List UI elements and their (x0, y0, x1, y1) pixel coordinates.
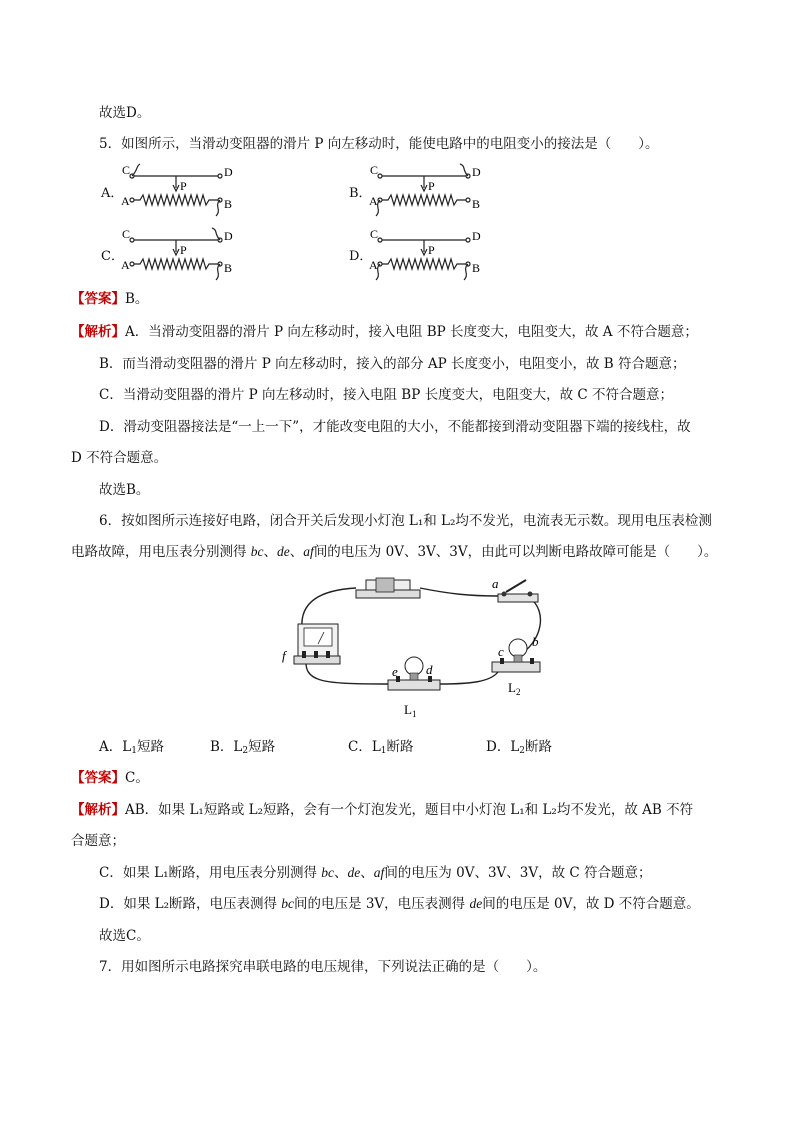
stem-text: 间的电压为 0V、3V、3V，由此可以判断电路故障可能是（ ）。 (313, 544, 718, 560)
analysis-text: C．如果 L₁断路，用电压表分别测得 (99, 865, 322, 881)
analysis-text: AB．如果 L₁短路或 L₂短路，会有一个灯泡发光，题目中小灯泡 L₁和 L₂均不发光，故 AB 不符 (125, 802, 694, 818)
terminal-b-label: B (224, 197, 233, 211)
option-letter: B．L (210, 739, 243, 755)
terminal-c-label: C (122, 227, 131, 241)
q5-analysis-line-4: D．滑动变阻器接法是“一上一下”，才能改变电阻的大小，不能都接到滑动变阻器下端的接线柱，故 (99, 419, 691, 435)
rheostat-diagram-c (118, 224, 238, 286)
option-subscript: 2 (242, 746, 249, 756)
option-subscript: 1 (380, 746, 387, 756)
q6-analysis-line-1 (71, 801, 693, 819)
option-text: 短路 (136, 739, 164, 755)
q5-option-b-label: B． (349, 186, 372, 201)
analysis-text: A．当滑动变阻器的滑片 P 向左移动时，接入电阻 BP 长度变大，电阻变大，故 A 不符合题意； (125, 324, 698, 340)
option-text: 断路 (386, 739, 414, 755)
bulb-l1-label (404, 702, 416, 719)
l2-subscript: 2 (515, 687, 521, 697)
var-bc: bc (250, 544, 264, 559)
q6-analysis-line-2: 合题意； (71, 833, 125, 849)
terminal-d-label: D (224, 165, 233, 179)
rheostat-diagram-b (366, 160, 486, 222)
q5-option-a-label: A． (101, 186, 124, 201)
rheostat-diagram-a (118, 160, 238, 222)
terminal-c-label: C (370, 163, 379, 177)
terminal-c-label: C (122, 163, 131, 177)
q5-analysis-line-3: C．当滑动变阻器的滑片 P 向左移动时，接入电阻 BP 长度变大，电阻变大，故 C 不符合题意； (99, 387, 673, 403)
analysis-text: 间的电压为 0V、3V、3V，故 C 符合题意； (384, 865, 652, 881)
q6-analysis-line-4 (99, 895, 700, 913)
q6-option-d (486, 738, 552, 760)
voltmeter-icon (294, 624, 340, 664)
q6-analysis-line-3: C．如果 L₁断路，用电压表分别测得 bc、de、af间的电压为 0V、3V、3V，故 C 符合题意； (99, 865, 652, 881)
q5-option-d-label: D． (349, 249, 373, 264)
analysis-tag: 【解析】 (71, 802, 125, 818)
q4-conclusion: 故选D。 (99, 105, 151, 121)
point-d-label: d (426, 662, 433, 677)
analysis-tag: 【解析】 (71, 324, 125, 340)
slider-p-label: P (180, 243, 187, 257)
var-af: af (303, 544, 314, 559)
analysis-text: D．如果 L₂断路，电压表测得 (99, 896, 282, 912)
q5-option-c-label: C． (101, 249, 124, 264)
q5-analysis-line-5: D 不符合题意。 (71, 450, 168, 466)
q5-conclusion: 故选B。 (99, 482, 150, 498)
q5-analysis-line-2: B．而当滑动变阻器的滑片 P 向左移动时，接入的部分 AP 长度变小，电阻变小，故 B 符合题意； (99, 356, 686, 372)
q7-stem: 7．用如图所示电路探究串联电路的电压规律，下列说法正确的是（ ）。 (99, 959, 547, 975)
q5-answer (71, 290, 148, 308)
stem-text: 电路故障，用电压表分别测得 (71, 544, 251, 560)
l2-letter: L (508, 680, 516, 695)
point-b-label: b (532, 634, 539, 649)
option-text: 断路 (525, 739, 553, 755)
option-text: 短路 (248, 739, 276, 755)
q5-analysis-line-1 (71, 323, 698, 341)
q6-answer (71, 769, 149, 787)
analysis-text: 间的电压是 3V，电压表测得 (294, 896, 470, 912)
terminal-a-label: A (369, 258, 378, 272)
battery-holder (356, 578, 420, 598)
bulb-l2-label (508, 680, 520, 697)
slider-p-label: P (428, 243, 435, 257)
option-letter: D．L (486, 739, 520, 755)
q6-conclusion: 故选C。 (99, 928, 150, 944)
option-subscript: 1 (131, 746, 137, 756)
var-de: de (277, 544, 290, 559)
point-f-label: f (282, 648, 286, 663)
q6-stem-line-2: 电路故障，用电压表分别测得 bc、de、af间的电压为 0V、3V、3V，由此可以判断电路故障可能是（ ）。 (71, 544, 718, 560)
var-de: de (469, 896, 483, 911)
rheostat-diagram-d (366, 224, 486, 286)
q6-option-c (348, 738, 414, 760)
option-letter: A．L (99, 739, 132, 755)
point-a-label: a (492, 576, 499, 591)
l1-letter: L (404, 702, 412, 717)
terminal-d-label: D (472, 165, 481, 179)
option-subscript: 2 (519, 746, 526, 756)
terminal-d-label: D (472, 229, 481, 243)
terminal-c-label: C (370, 227, 379, 241)
terminal-a-label: A (121, 258, 130, 272)
terminal-d-label: D (224, 229, 233, 243)
var-bc: bc (321, 865, 335, 880)
var-af: af (373, 865, 385, 880)
q6-option-b (210, 738, 275, 760)
terminal-b-label: B (472, 261, 481, 275)
q6-option-a (99, 738, 164, 760)
circuit-figure (280, 572, 550, 724)
var-bc: bc (281, 896, 295, 911)
point-c-label: c (498, 644, 504, 659)
terminal-a-label: A (121, 194, 130, 208)
slider-p-label: P (180, 179, 187, 193)
terminal-b-label: B (472, 197, 481, 211)
terminal-a-label: A (369, 194, 378, 208)
q6-stem-line-1: 6．按如图所示连接好电路，闭合开关后发现小灯泡 L₁和 L₂均不发光，电流表无示数。现用电压表检测 (99, 513, 712, 529)
l1-subscript: 1 (411, 709, 417, 719)
answer-tag: 【答案】 (71, 770, 125, 786)
answer-tag: 【答案】 (71, 291, 125, 307)
option-letter: C．L (348, 739, 381, 755)
switch (498, 580, 538, 602)
var-de: de (347, 865, 361, 880)
q5-stem: 5．如图所示，当滑动变阻器的滑片 P 向左移动时，能使电路中的电阻变小的接法是（ ）。 (99, 136, 659, 152)
answer-text: B。 (125, 291, 149, 307)
point-e-label: e (392, 664, 398, 679)
slider-p-label: P (428, 179, 435, 193)
answer-text: C。 (125, 770, 149, 786)
terminal-b-label: B (224, 261, 233, 275)
analysis-text: 间的电压是 0V，故 D 不符合题意。 (482, 896, 700, 912)
